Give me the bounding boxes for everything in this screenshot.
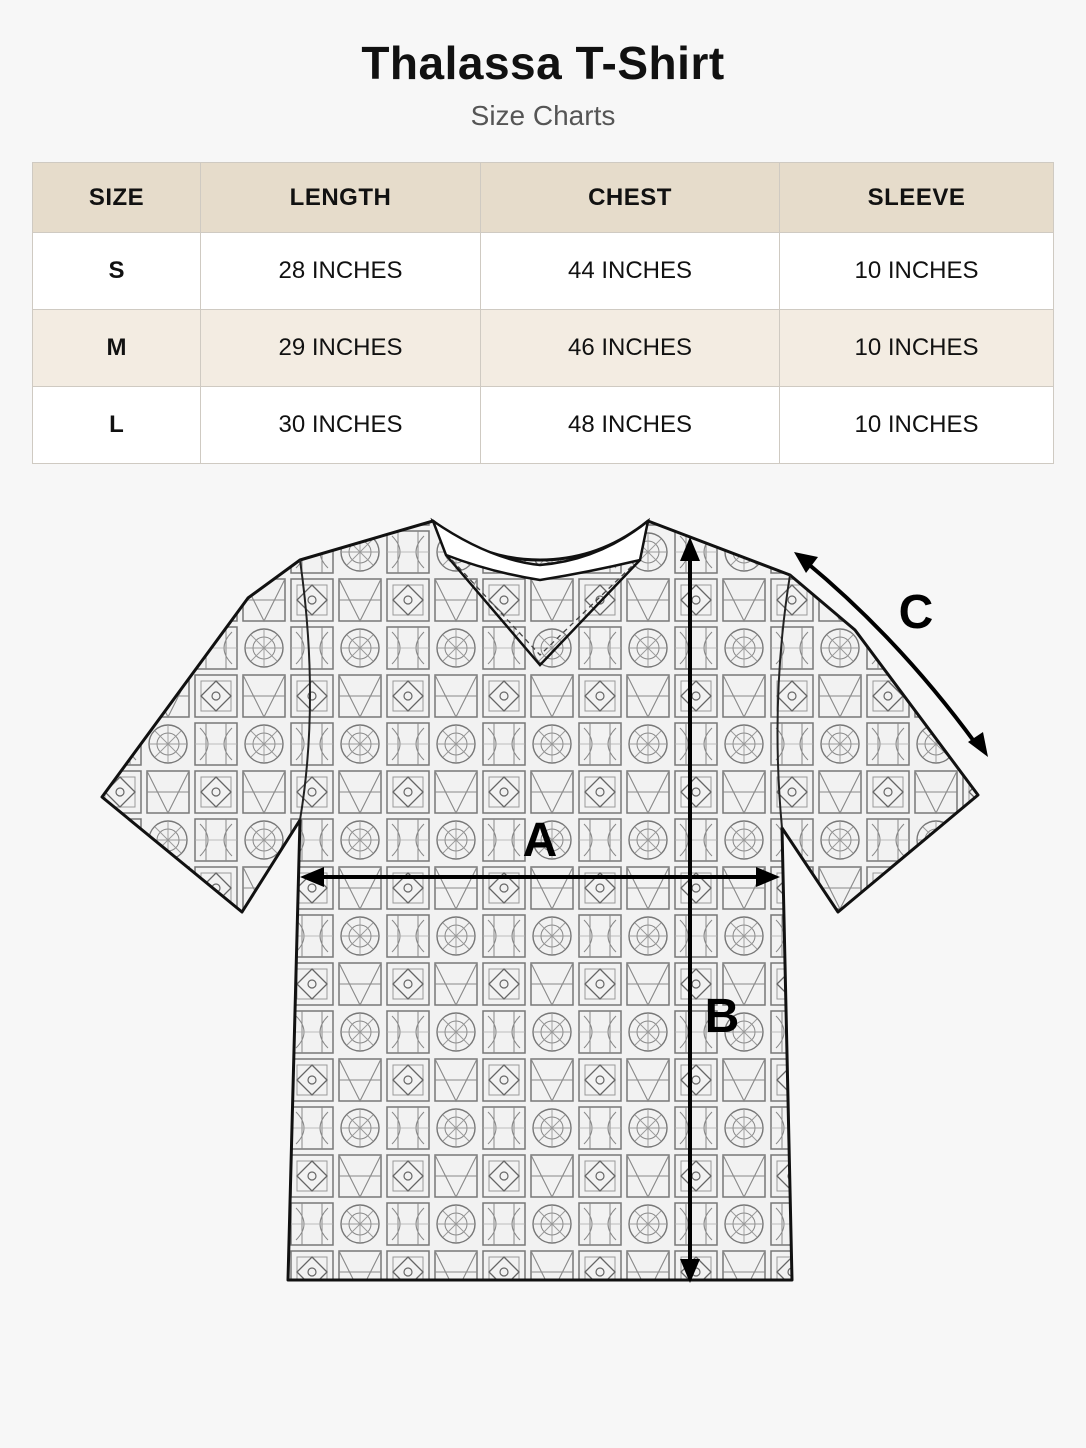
cell-chest: 44 INCHES [481, 233, 780, 310]
cell-chest: 46 INCHES [481, 310, 780, 387]
cell-length: 29 INCHES [201, 310, 481, 387]
cell-sleeve: 10 INCHES [780, 310, 1054, 387]
sleeve-measure-label: C [898, 586, 934, 639]
cell-sleeve: 10 INCHES [780, 233, 1054, 310]
cell-size: S [33, 233, 201, 310]
column-header-chest: CHEST [481, 163, 780, 233]
cell-length: 28 INCHES [201, 233, 481, 310]
column-header-size: SIZE [33, 163, 201, 233]
cell-size: M [33, 310, 201, 387]
page-title: Thalassa T-Shirt [361, 37, 725, 89]
column-header-sleeve: SLEEVE [780, 163, 1054, 233]
cell-chest: 48 INCHES [481, 387, 780, 464]
page-subtitle: Size Charts [470, 100, 616, 131]
length-measure-label: B [704, 990, 740, 1043]
tshirt-outline [102, 521, 978, 1280]
column-header-length: LENGTH [201, 163, 481, 233]
cell-length: 30 INCHES [201, 387, 481, 464]
cell-size: L [33, 387, 201, 464]
cell-sleeve: 10 INCHES [780, 387, 1054, 464]
chest-measure-label: A [522, 814, 558, 867]
